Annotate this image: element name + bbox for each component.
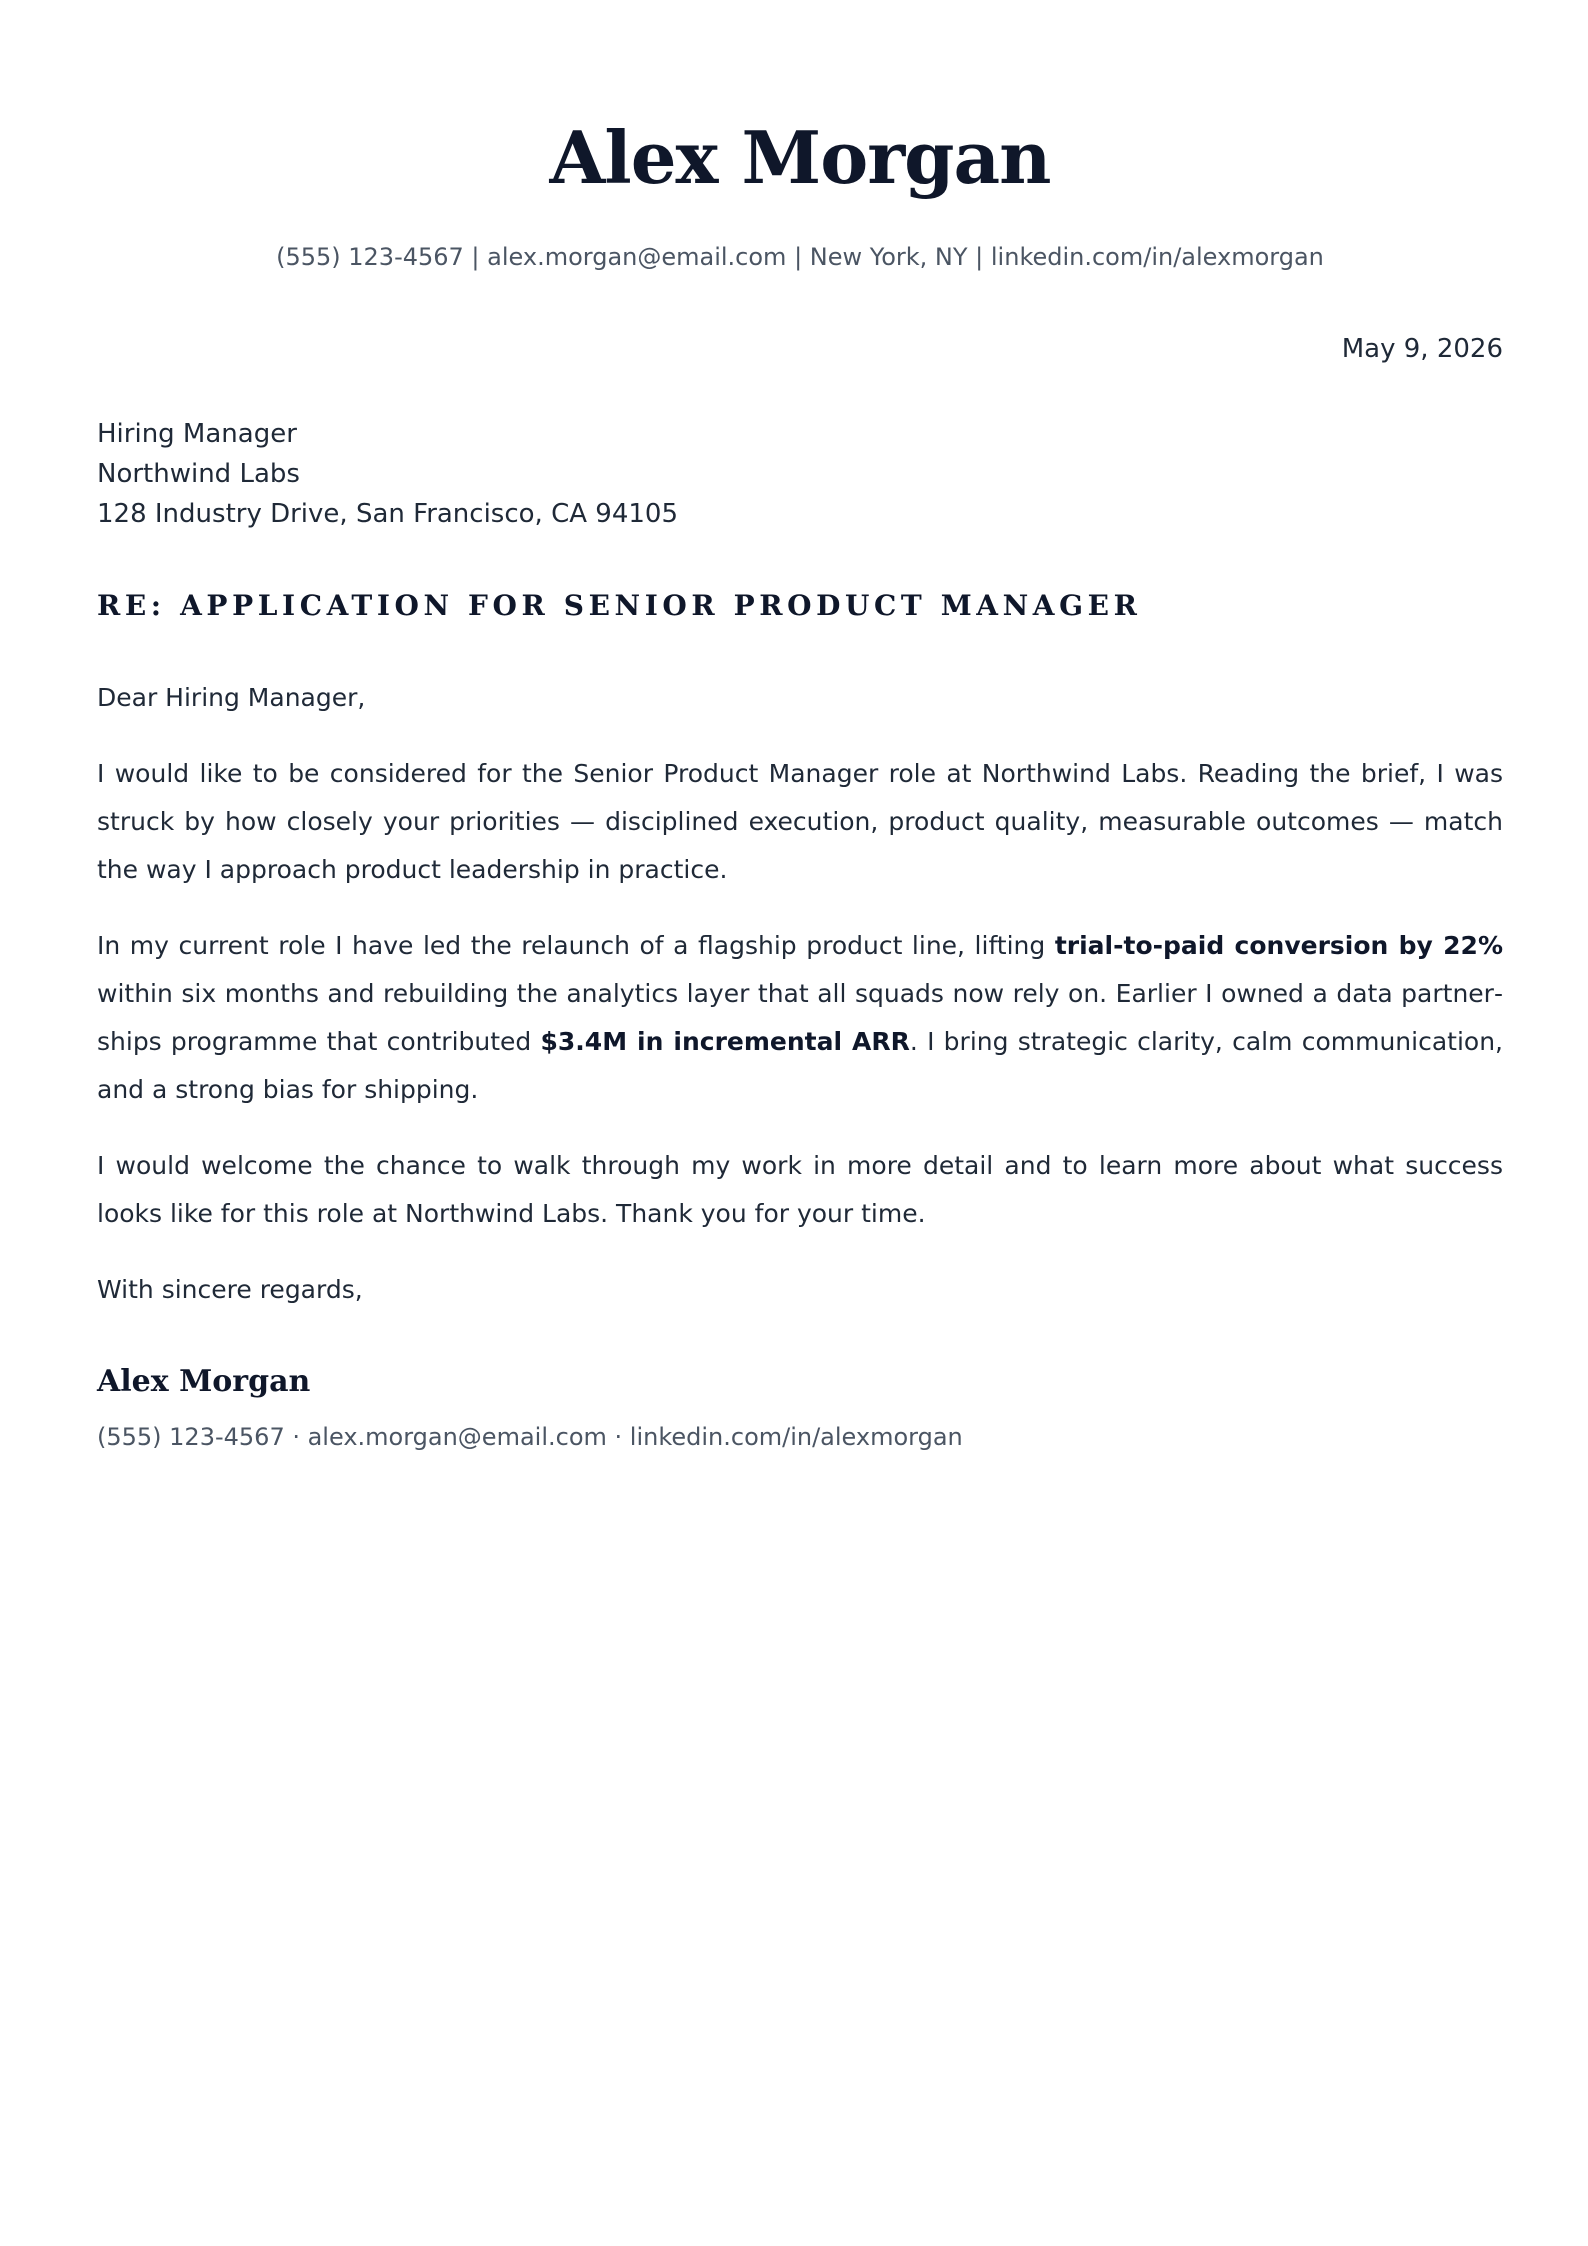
paragraph-2-text-1: In my current role I have led the relaunch of a flagship product line, lifting bbox=[97, 931, 1055, 960]
subject-line: RE: APPLICATION FOR SENIOR PRODUCT MANAGER bbox=[97, 589, 1142, 622]
applicant-name: Alex Morgan bbox=[549, 115, 1051, 200]
letter-body bbox=[97, 674, 1503, 1314]
recipient-company: Northwind Labs bbox=[97, 459, 300, 489]
highlight-conversion: trial-to-paid conversion by 22% bbox=[1054, 931, 1503, 960]
recipient-block bbox=[97, 414, 678, 534]
salutation: Dear Hiring Manager, bbox=[97, 683, 366, 712]
signature-contact-line: (555) 123-4567 · alex.morgan@email.com · linkedin.com/in/alexmorgan bbox=[97, 1423, 963, 1451]
paragraph-1: I would like to be considered for the Senior Product Manager role at Northwind Labs. Reading the brief, I was struck by how closely your priorities — disciplined execution, product quality, measurable outcomes — match the way I approach product leadership in practice. bbox=[97, 759, 1503, 884]
paragraph-2-text-3: . I bring strategic clarity, calm communication, and a strong bias for shipping. bbox=[97, 1027, 1503, 1104]
closing: With sincere regards, bbox=[97, 1275, 363, 1304]
header-contact-line: (555) 123-4567 | alex.morgan@email.com | New York, NY | linkedin.com/in/alexmorgan bbox=[276, 243, 1324, 271]
paragraph-2 bbox=[97, 922, 1503, 1114]
recipient-address: 128 Industry Drive, San Francisco, CA 94105 bbox=[97, 499, 679, 529]
paragraph-2-text-2: within six months and rebuilding the analytics layer that all squads now rely on. Earlier I owned a data partnerships programme that contributed bbox=[97, 979, 1503, 1056]
paragraph-3: I would welcome the chance to walk through my work in more detail and to learn more about what success looks like for this role at Northwind Labs. Thank you for your time. bbox=[97, 1151, 1503, 1228]
highlight-arr: $3.4M in incremental ARR bbox=[540, 1027, 910, 1056]
letter-date: May 9, 2026 bbox=[1341, 334, 1503, 364]
signature-name: Alex Morgan bbox=[97, 1364, 311, 1399]
recipient-title: Hiring Manager bbox=[97, 419, 297, 449]
